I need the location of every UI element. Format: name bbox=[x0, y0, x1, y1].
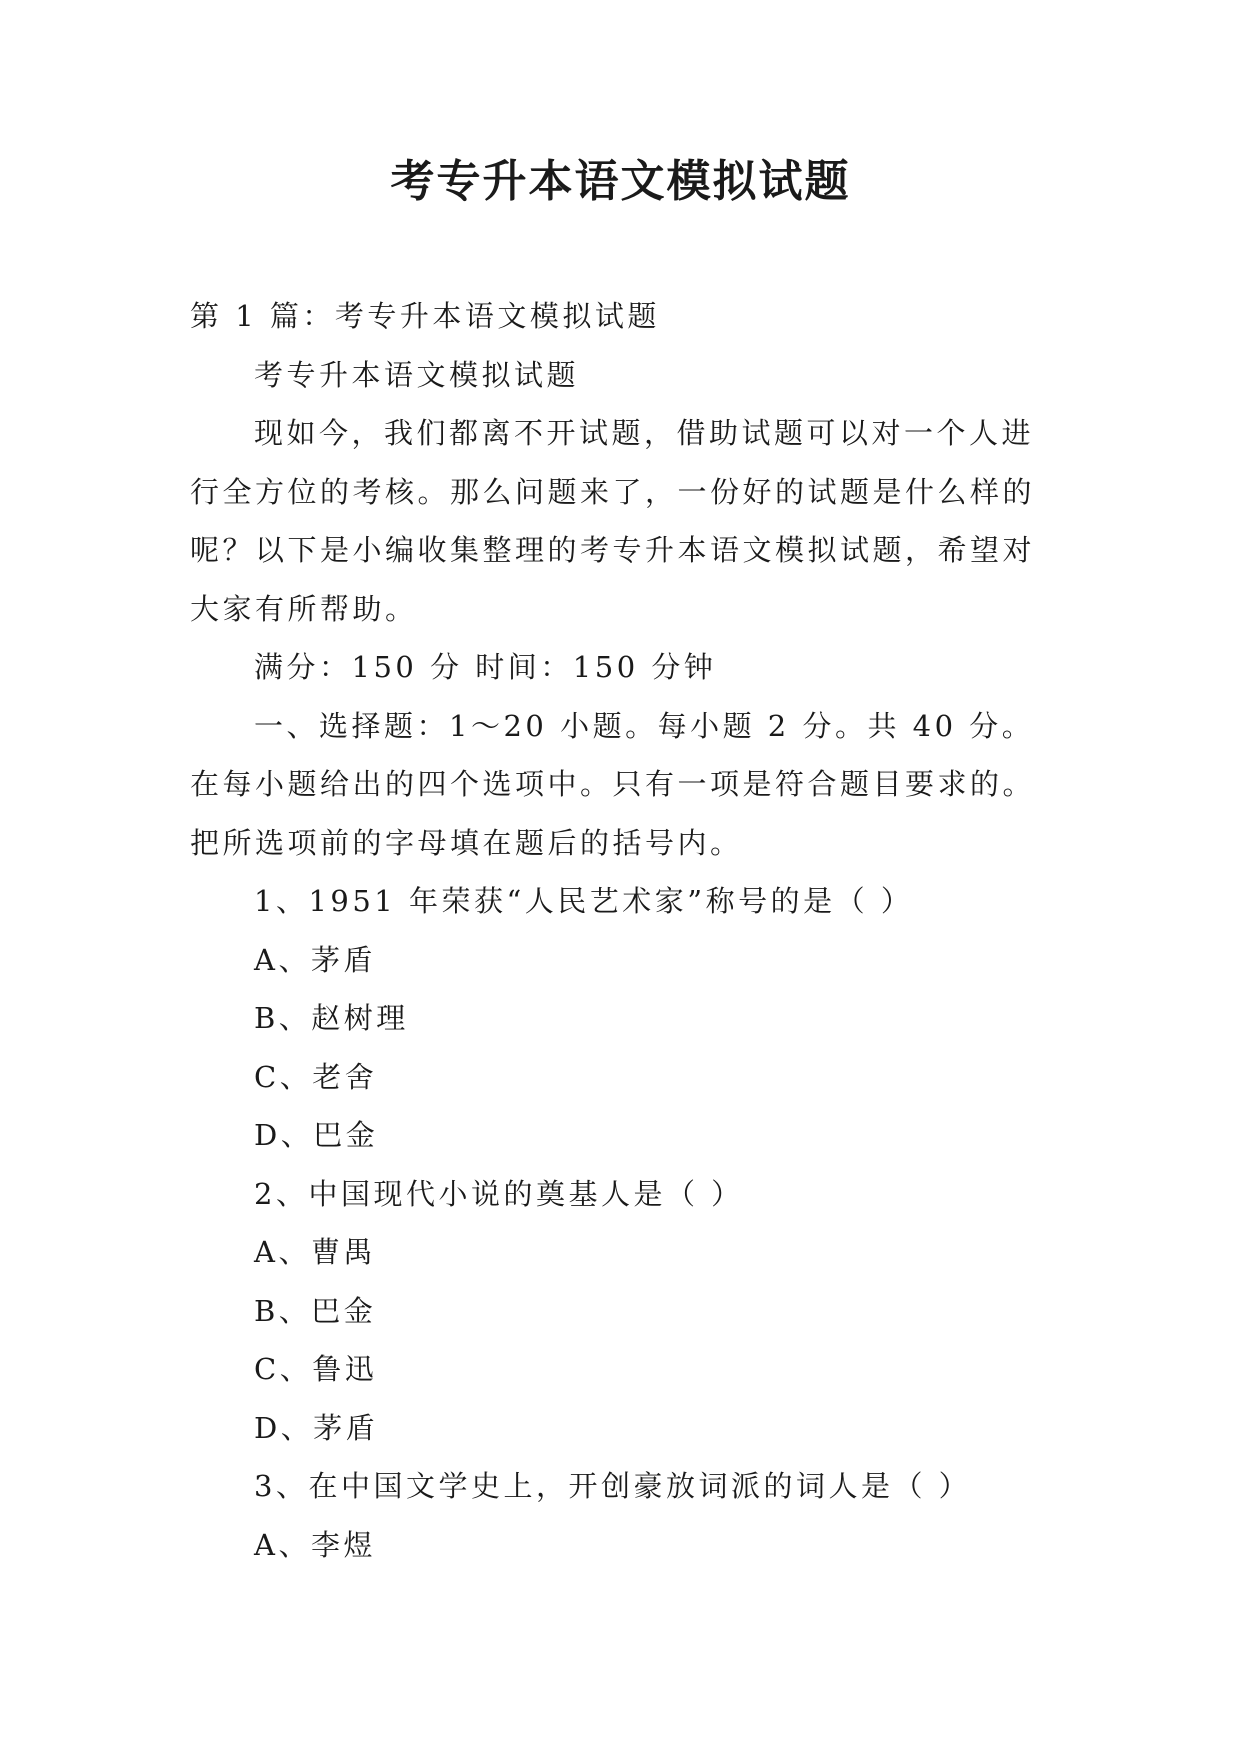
question-1-option-a: A、茅盾 bbox=[254, 942, 376, 977]
intro-paragraph: 现如今，我们都离不开试题，借助试题可以对一个人进行全方位的考核。那么问题来了，一份好的试题是什么样的呢？以下是小编收集整理的考专升本语文模拟试题，希望对大家有所帮助。 bbox=[190, 416, 1036, 626]
question-2-option-b: B、巴金 bbox=[254, 1293, 377, 1328]
question-2-option-c: C、鲁迅 bbox=[254, 1352, 378, 1386]
question-1-option-c: C、老舍 bbox=[254, 1059, 378, 1094]
question-3-option-a: A、李煜 bbox=[254, 1527, 376, 1562]
question-2-option-a: A、曹禺 bbox=[254, 1235, 376, 1269]
question-1-stem: 1、1951 年荣获“人民艺术家”称号的是（ ） bbox=[254, 884, 914, 918]
question-2-stem: 2、中国现代小说的奠基人是（ ） bbox=[254, 1176, 744, 1211]
question-1-option-b: B、赵树理 bbox=[254, 1001, 409, 1035]
section-heading: 第 1 篇：考专升本语文模拟试题 bbox=[190, 299, 660, 333]
subtitle: 考专升本语文模拟试题 bbox=[254, 357, 580, 392]
part1-instructions: 一、选择题：1～20 小题。每小题 2 分。共 40 分。在每小题给出的四个选项中。只有一项是符合题目要求的。把所选项前的字母填在题后的括号内。 bbox=[190, 708, 1036, 860]
question-1-option-d: D、巴金 bbox=[254, 1118, 379, 1152]
document-title: 考专升本语文模拟试题 bbox=[390, 156, 851, 207]
document-body bbox=[190, 287, 1055, 1574]
question-2-option-d: D、茅盾 bbox=[254, 1410, 379, 1445]
exam-info: 满分：150 分 时间：150 分钟 bbox=[254, 650, 717, 684]
question-3-stem: 3、在中国文学史上，开创豪放词派的词人是（ ） bbox=[254, 1469, 972, 1503]
